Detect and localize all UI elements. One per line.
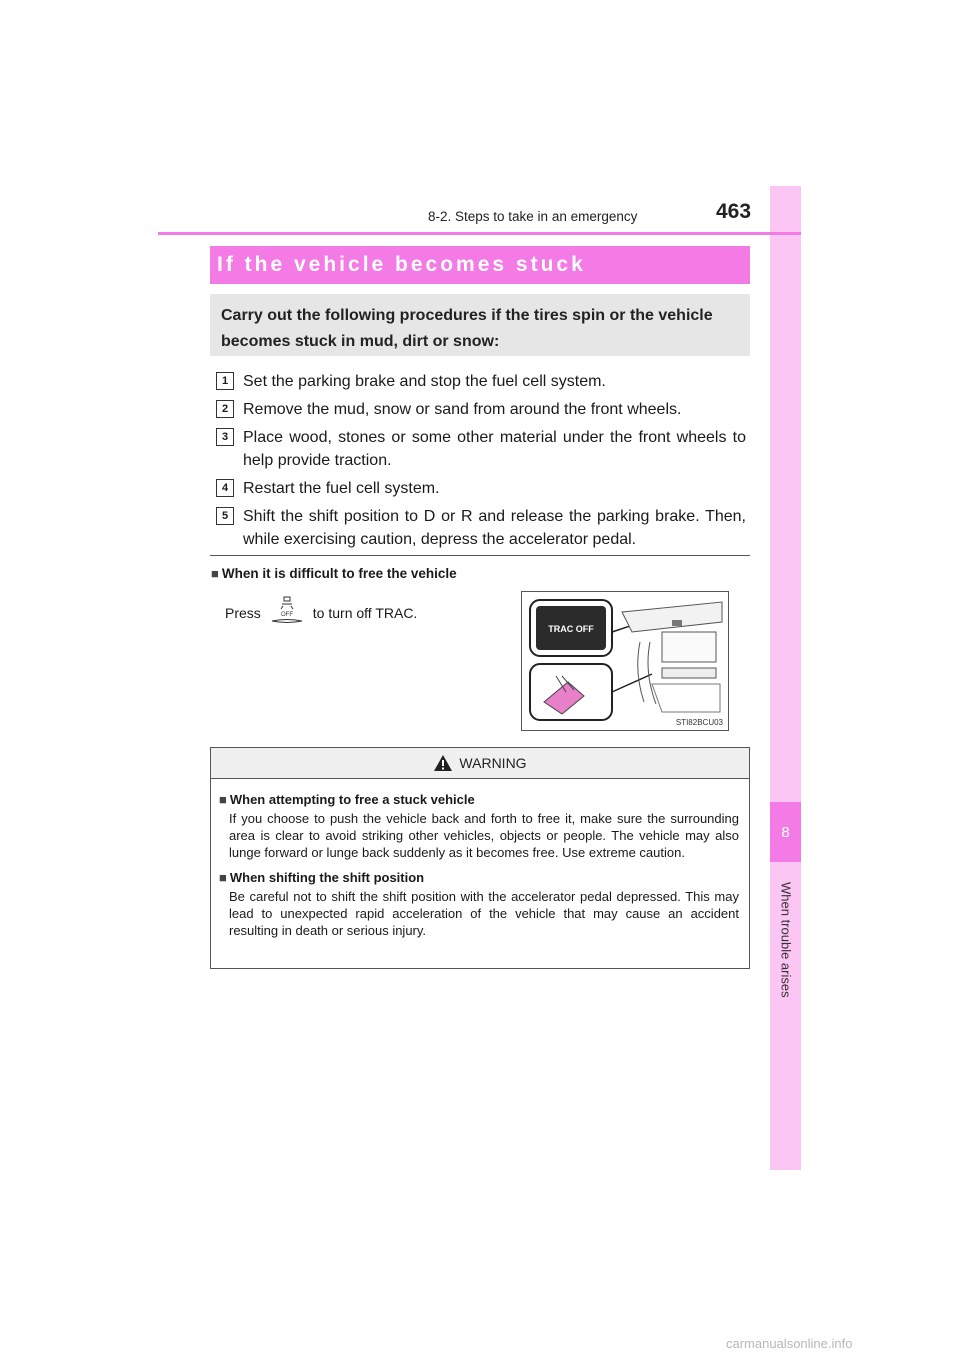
- illustration-caption: STI82BCU03: [675, 718, 723, 727]
- press-text-after: to turn off TRAC.: [312, 604, 418, 621]
- step-item: [216, 370, 746, 393]
- warning-section-title: ■ When shifting the shift position: [219, 870, 425, 885]
- step-text: Shift the shift position to D or R and release the parking brake. Then, while exercising caution, depress the accelerator pedal.: [243, 508, 746, 548]
- bullet-square-icon: ■: [219, 792, 227, 807]
- steps-list: [216, 370, 746, 556]
- header-rule: [158, 232, 801, 235]
- step-item: [216, 398, 746, 421]
- warning-body: [211, 779, 749, 939]
- step-number: 4: [216, 479, 234, 497]
- trac-off-illustration-label: TRAC OFF: [548, 624, 594, 634]
- bullet-square-icon: ■: [211, 566, 219, 581]
- chapter-label: When trouble arises: [778, 882, 794, 998]
- chapter-number: 8: [770, 802, 801, 862]
- watermark: carmanualsonline.info: [726, 1336, 853, 1351]
- bullet-square-icon: ■: [219, 870, 227, 885]
- trac-off-button-icon: [269, 596, 305, 629]
- warning-section-title: ■ When attempting to free a stuck vehicle: [219, 792, 475, 807]
- dashboard-illustration: [521, 591, 729, 731]
- page-title: If the vehicle becomes stuck: [210, 246, 750, 284]
- step-text: Restart the fuel cell system.: [243, 480, 440, 497]
- warning-triangle-icon: [433, 754, 453, 772]
- warning-header: [211, 748, 749, 779]
- difficult-heading: ■ When it is difficult to free the vehicle: [211, 566, 457, 581]
- step-item: [216, 505, 746, 551]
- warning-box: [210, 747, 750, 969]
- section-label: 8-2. Steps to take in an emergency: [428, 209, 638, 224]
- step-number: 2: [216, 400, 234, 418]
- chapter-side-tab: [770, 186, 801, 1170]
- intro-box: Carry out the following procedures if the tires spin or the vehicle becomes stuck in mud, dirt or snow:: [210, 294, 750, 356]
- step-item: [216, 477, 746, 500]
- step-number: 3: [216, 428, 234, 446]
- section-divider: [210, 555, 750, 556]
- warning-section-text: Be careful not to shift the shift position with the accelerator pedal depressed. This may lead to unexpected rapid acceleration of the vehicle that may cause an accident resulting in death or serious injury.: [229, 889, 739, 938]
- page-number: 463: [716, 200, 752, 223]
- step-text: Place wood, stones or some other material under the front wheels to help provide traction.: [243, 429, 746, 469]
- warning-label: WARNING: [459, 755, 527, 771]
- press-text-before: Press: [225, 604, 261, 621]
- step-item: [216, 426, 746, 472]
- step-number: 5: [216, 507, 234, 525]
- step-text: Set the parking brake and stop the fuel cell system.: [243, 373, 606, 390]
- warning-section-text: If you choose to push the vehicle back and forth to free it, make sure the surrounding area is clear to avoid striking other vehicles, objects or people. The vehicle may also lunge forward or lunge back suddenly as it becomes free. Use extreme caution.: [229, 811, 739, 860]
- step-number: 1: [216, 372, 234, 390]
- svg-text:OFF: OFF: [280, 612, 293, 618]
- step-text: Remove the mud, snow or sand from around the front wheels.: [243, 401, 682, 418]
- press-instruction: [225, 596, 417, 629]
